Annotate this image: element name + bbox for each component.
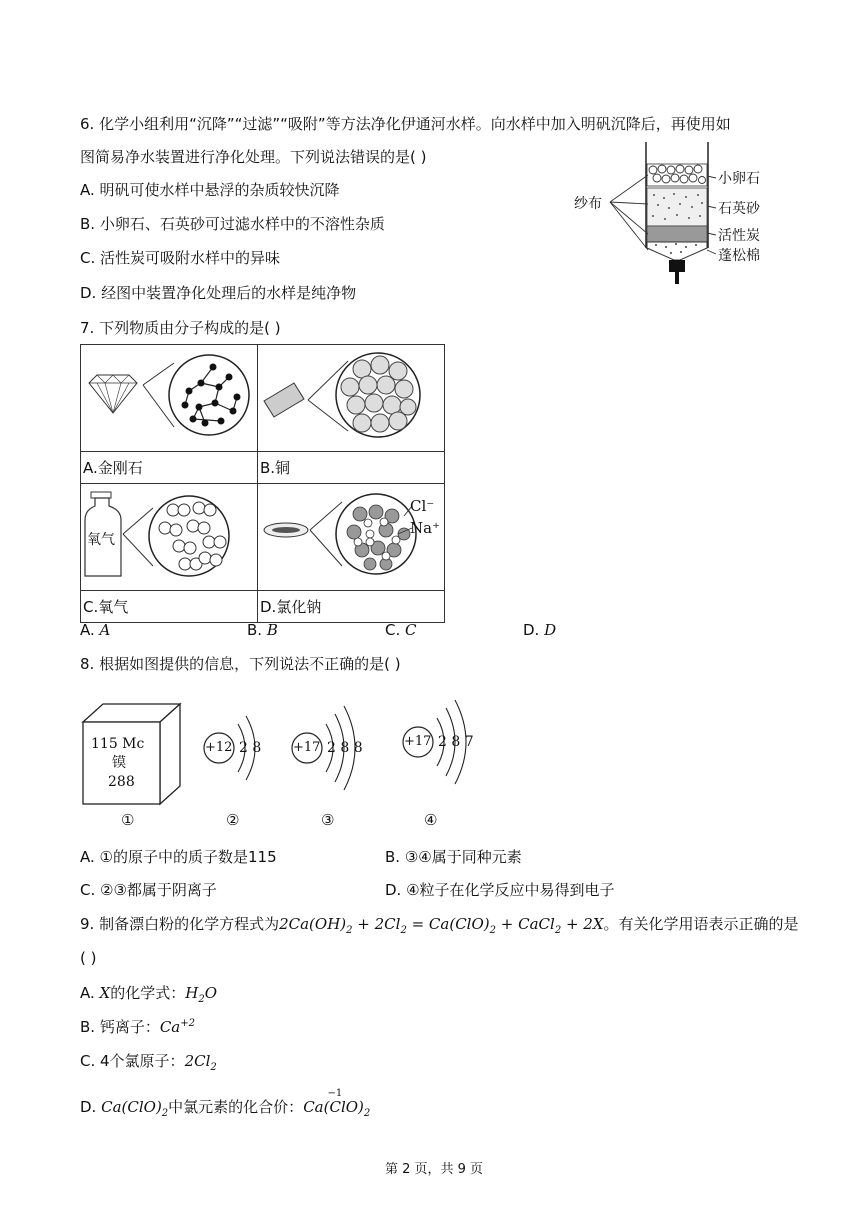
q7-option-c-value: C xyxy=(405,621,417,639)
q9-stem-suffix: 。有关化学用语表示正确的是 xyxy=(603,915,799,933)
q8-option-a: A. ①的原子中的质子数是115 xyxy=(80,848,277,866)
q9-option-a xyxy=(80,983,217,1003)
q9-option-c-text: C. 4个氯原子： xyxy=(80,1052,185,1070)
layer-label-quartz-sand: 石英砂 xyxy=(718,201,760,217)
q9-option-d-formula: Ca( −1 $ClO)_2$ xyxy=(303,1098,370,1116)
q8-figure xyxy=(78,690,498,830)
q7-cell-label-b: B.铜 xyxy=(258,452,445,484)
q9-option-d-text: 中氯元素的化合价： xyxy=(168,1098,304,1116)
q7-option-d-letter: D. xyxy=(523,621,545,639)
q7-option-b-letter: B. xyxy=(247,621,267,639)
oxygen-bottle-label: 氧气 xyxy=(87,532,115,548)
q7-option-a-value: A xyxy=(99,621,111,639)
layer-label-pebbles: 小卵石 xyxy=(718,171,760,187)
diamond-structure-icon xyxy=(81,345,257,447)
marker-4: ④ xyxy=(424,811,438,829)
q9-paren: ( ) xyxy=(80,949,97,967)
marker-2: ② xyxy=(226,811,240,829)
q7-option-a xyxy=(80,620,110,640)
q9-stem xyxy=(80,914,799,934)
q8-stem: 8. 根据如图提供的信息，下列说法不正确的是( ) xyxy=(80,655,401,673)
q6-stem-line2: 图简易净水装置进行净化处理。下列说法错误的是( ) xyxy=(80,148,427,166)
layer-label-activated-carbon: 活性炭 xyxy=(718,228,760,244)
q7-option-c-letter: C. xyxy=(385,621,406,639)
q6-option-a: A. 明矾可使水样中悬浮的杂质较快沉降 xyxy=(80,181,340,199)
q7-option-d xyxy=(523,620,556,640)
q6-stem-line1: 6. 化学小组利用“沉降”“过滤”“吸附”等方法净化伊通河水样。向水样中加入明矾沉降后，再使用如 xyxy=(80,115,731,133)
valence-mark: −1 xyxy=(327,1088,343,1099)
q9-stem-prefix: 9. 制备漂白粉的化学方程式为 xyxy=(80,915,280,933)
chloride-ion-label: Cl⁻ xyxy=(410,497,435,515)
q7-cell-label-c: C.氧气 xyxy=(81,591,258,623)
water-filter-figure xyxy=(568,140,778,290)
q7-option-b xyxy=(247,620,278,640)
q6-option-b: B. 小卵石、石英砂可过滤水样中的不溶性杂质 xyxy=(80,215,385,233)
oxygen-cell xyxy=(81,484,258,591)
gauze-label: 纱布 xyxy=(574,196,602,212)
copper-cell xyxy=(258,345,445,452)
q9-option-a-prefix: A. xyxy=(80,984,100,1002)
atom4-shells: 2 8 7 xyxy=(438,734,474,750)
q8-option-c: C. ②③都属于阴离子 xyxy=(80,881,217,899)
q9-option-b xyxy=(80,1017,195,1037)
q9-option-b-text: B. 钙离子： xyxy=(80,1018,160,1036)
copper-structure-icon xyxy=(258,345,444,447)
q9-option-b-formula: $Ca^{+2}$ xyxy=(159,1018,195,1036)
diamond-cell xyxy=(81,345,258,452)
marker-3: ③ xyxy=(321,811,335,829)
q7-option-b-value: B xyxy=(266,621,278,639)
q7-cell-label-a: A.金刚石 xyxy=(81,452,258,484)
q7-option-c xyxy=(385,620,417,640)
q8-diagram xyxy=(78,690,498,830)
atom3-nucleus: +17 xyxy=(293,740,321,755)
q7-figure-table xyxy=(80,344,445,623)
q6-option-c: C. 活性炭可吸附水样中的异味 xyxy=(80,249,281,267)
atom3-shells: 2 8 8 xyxy=(327,740,363,756)
q9-option-a-x: X xyxy=(99,984,111,1002)
q7-cell-label-d: D.氯化钠 xyxy=(258,591,445,623)
atom2-shells: 2 8 xyxy=(239,740,262,756)
page-footer: 第 2 页，共 9 页 xyxy=(384,1162,484,1177)
q9-option-a-text: 的化学式： xyxy=(110,984,186,1002)
q9-option-c xyxy=(80,1051,217,1071)
element-name: 镆 xyxy=(112,755,126,771)
q8-option-d: D. ④粒子在化学反应中易得到电子 xyxy=(385,881,615,899)
atom4-nucleus: +17 xyxy=(404,734,432,749)
q9-option-d-prefix-formula: D. $Ca(ClO)_2$ xyxy=(80,1098,169,1119)
q7-option-a-letter: A. xyxy=(80,621,100,639)
q9-option-c-formula: $2Cl_2$ xyxy=(184,1052,217,1073)
q8-option-b: B. ③④属于同种元素 xyxy=(385,848,522,866)
q6-option-d: D. 经图中装置净化处理后的水样是纯净物 xyxy=(80,284,357,302)
atom2-nucleus: +12 xyxy=(205,740,233,755)
element-mass: 288 xyxy=(108,774,135,790)
q9-option-a-formula: $H_2O$ xyxy=(185,984,218,1005)
q7-option-d-value: D xyxy=(544,621,557,639)
sodium-ion-label: Na⁺ xyxy=(410,519,440,537)
layer-label-cotton: 蓬松棉 xyxy=(718,248,760,264)
q9-equation: $2Ca(OH)_2 + 2Cl_2 = Ca(ClO)_2$ + CaCl$_2$ + 2X xyxy=(279,915,604,936)
q9-option-d xyxy=(80,1088,371,1119)
marker-1: ① xyxy=(121,811,135,829)
q7-stem: 7. 下列物质由分子构成的是( ) xyxy=(80,319,281,337)
element-number-symbol: 115 Mc xyxy=(91,736,145,752)
sodium-chloride-cell xyxy=(258,484,445,591)
q9-option-d-prefix: D. xyxy=(80,1098,102,1116)
